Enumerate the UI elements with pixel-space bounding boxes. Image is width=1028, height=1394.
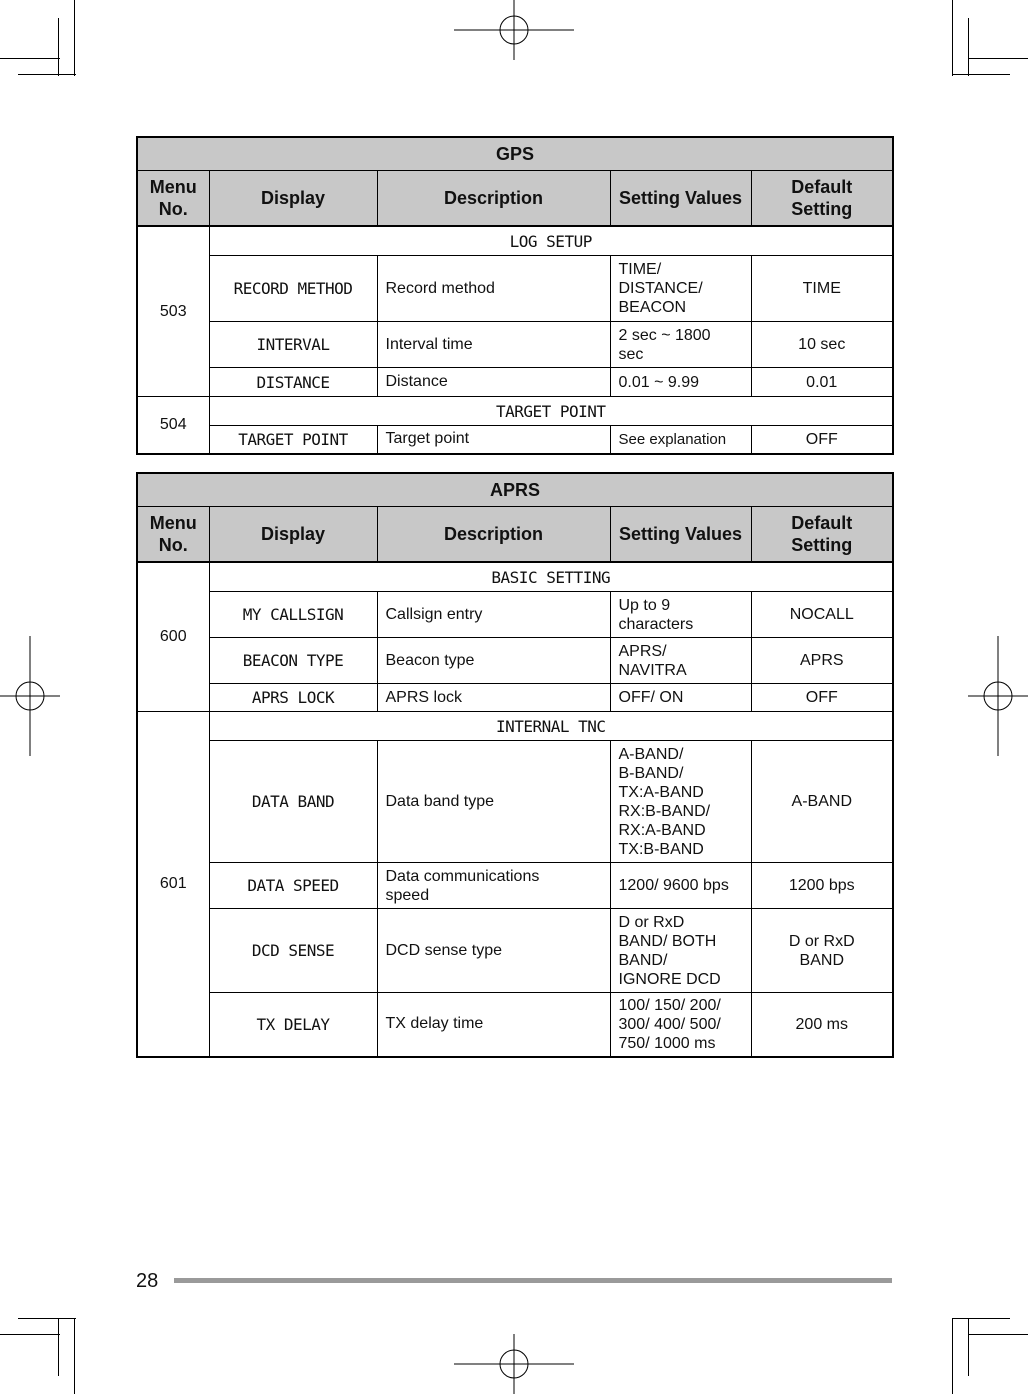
section-row xyxy=(137,712,893,741)
description-cell: Beacon type xyxy=(377,638,610,684)
table-row xyxy=(137,322,893,368)
description-cell: APRS lock xyxy=(377,684,610,712)
values-cell: APRS/ NAVITRA xyxy=(610,638,751,684)
description-cell: Callsign entry xyxy=(377,592,610,638)
menu-number: 504 xyxy=(137,397,209,454)
footer-rule xyxy=(174,1278,892,1283)
values-cell: 100/ 150/ 200/ 300/ 400/ 500/ 750/ 1000 ms xyxy=(610,993,751,1057)
section-row xyxy=(137,226,893,256)
default-cell: 1200 bps xyxy=(751,863,893,909)
default-cell: 0.01 xyxy=(751,368,893,397)
display-cell: DCD SENSE xyxy=(209,909,377,993)
values-cell: Up to 9 characters xyxy=(610,592,751,638)
table-row xyxy=(137,592,893,638)
page-number: 28 xyxy=(136,1270,159,1292)
display-cell: APRS LOCK xyxy=(209,684,377,712)
header-setting-values: Setting Values xyxy=(610,171,751,227)
values-cell: 0.01 ~ 9.99 xyxy=(610,368,751,397)
header-display: Display xyxy=(209,507,377,563)
header-description: Description xyxy=(377,507,610,563)
section-title: INTERNAL TNC xyxy=(209,712,893,741)
description-cell: Distance xyxy=(377,368,610,397)
header-setting-values: Setting Values xyxy=(610,507,751,563)
default-cell: 10 sec xyxy=(751,322,893,368)
table-row xyxy=(137,909,893,993)
menu-number: 600 xyxy=(137,562,209,712)
values-cell: D or RxD BAND/ BOTH BAND/ IGNORE DCD xyxy=(610,909,751,993)
table-title: APRS xyxy=(137,473,893,507)
default-cell: 200 ms xyxy=(751,993,893,1057)
table-title-row xyxy=(137,473,893,507)
registration-mark-top xyxy=(454,0,574,60)
description-cell: Target point xyxy=(377,426,610,454)
default-cell: D or RxD BAND xyxy=(751,909,893,993)
header-display: Display xyxy=(209,171,377,227)
description-cell: Data communications speed xyxy=(377,863,610,909)
table-row xyxy=(137,638,893,684)
display-cell: RECORD METHOD xyxy=(209,256,377,322)
display-cell: MY CALLSIGN xyxy=(209,592,377,638)
values-cell: OFF/ ON xyxy=(610,684,751,712)
values-cell: 2 sec ~ 1800 sec xyxy=(610,322,751,368)
registration-mark-bottom xyxy=(454,1334,574,1394)
gps-table xyxy=(136,136,894,455)
header-menu-no: Menu No. xyxy=(137,171,209,227)
values-cell: TIME/ DISTANCE/ BEACON xyxy=(610,256,751,322)
menu-number: 503 xyxy=(137,226,209,397)
description-cell: Data band type xyxy=(377,741,610,863)
section-row xyxy=(137,397,893,426)
display-cell: BEACON TYPE xyxy=(209,638,377,684)
default-cell: APRS xyxy=(751,638,893,684)
table-row xyxy=(137,863,893,909)
section-title: LOG SETUP xyxy=(209,226,893,256)
default-cell: TIME xyxy=(751,256,893,322)
header-default-setting: Default Setting xyxy=(751,507,893,563)
default-cell: OFF xyxy=(751,684,893,712)
description-cell: Record method xyxy=(377,256,610,322)
default-cell: A-BAND xyxy=(751,741,893,863)
table-row xyxy=(137,256,893,322)
table-row xyxy=(137,368,893,397)
section-title: BASIC SETTING xyxy=(209,562,893,592)
default-cell: OFF xyxy=(751,426,893,454)
values-cell: 1200/ 9600 bps xyxy=(610,863,751,909)
table-row xyxy=(137,741,893,863)
values-cell: See explanation xyxy=(610,426,751,454)
header-row xyxy=(137,171,893,227)
header-description: Description xyxy=(377,171,610,227)
header-row xyxy=(137,507,893,563)
aprs-table xyxy=(136,472,894,1058)
registration-mark-right xyxy=(968,636,1028,756)
display-cell: DISTANCE xyxy=(209,368,377,397)
description-cell: DCD sense type xyxy=(377,909,610,993)
section-title: TARGET POINT xyxy=(209,397,893,426)
display-cell: DATA SPEED xyxy=(209,863,377,909)
section-row xyxy=(137,562,893,592)
table-row xyxy=(137,426,893,454)
table-row xyxy=(137,993,893,1057)
description-cell: TX delay time xyxy=(377,993,610,1057)
registration-mark-left xyxy=(0,636,60,756)
display-cell: DATA BAND xyxy=(209,741,377,863)
default-cell: NOCALL xyxy=(751,592,893,638)
header-default-setting: Default Setting xyxy=(751,171,893,227)
table-title-row xyxy=(137,137,893,171)
table-row xyxy=(137,684,893,712)
table-title: GPS xyxy=(137,137,893,171)
display-cell: INTERVAL xyxy=(209,322,377,368)
values-cell: A-BAND/ B-BAND/ TX:A-BAND RX:B-BAND/ RX:A-BAND TX:B-BAND xyxy=(610,741,751,863)
display-cell: TARGET POINT xyxy=(209,426,377,454)
menu-number: 601 xyxy=(137,712,209,1057)
header-menu-no: Menu No. xyxy=(137,507,209,563)
description-cell: Interval time xyxy=(377,322,610,368)
display-cell: TX DELAY xyxy=(209,993,377,1057)
